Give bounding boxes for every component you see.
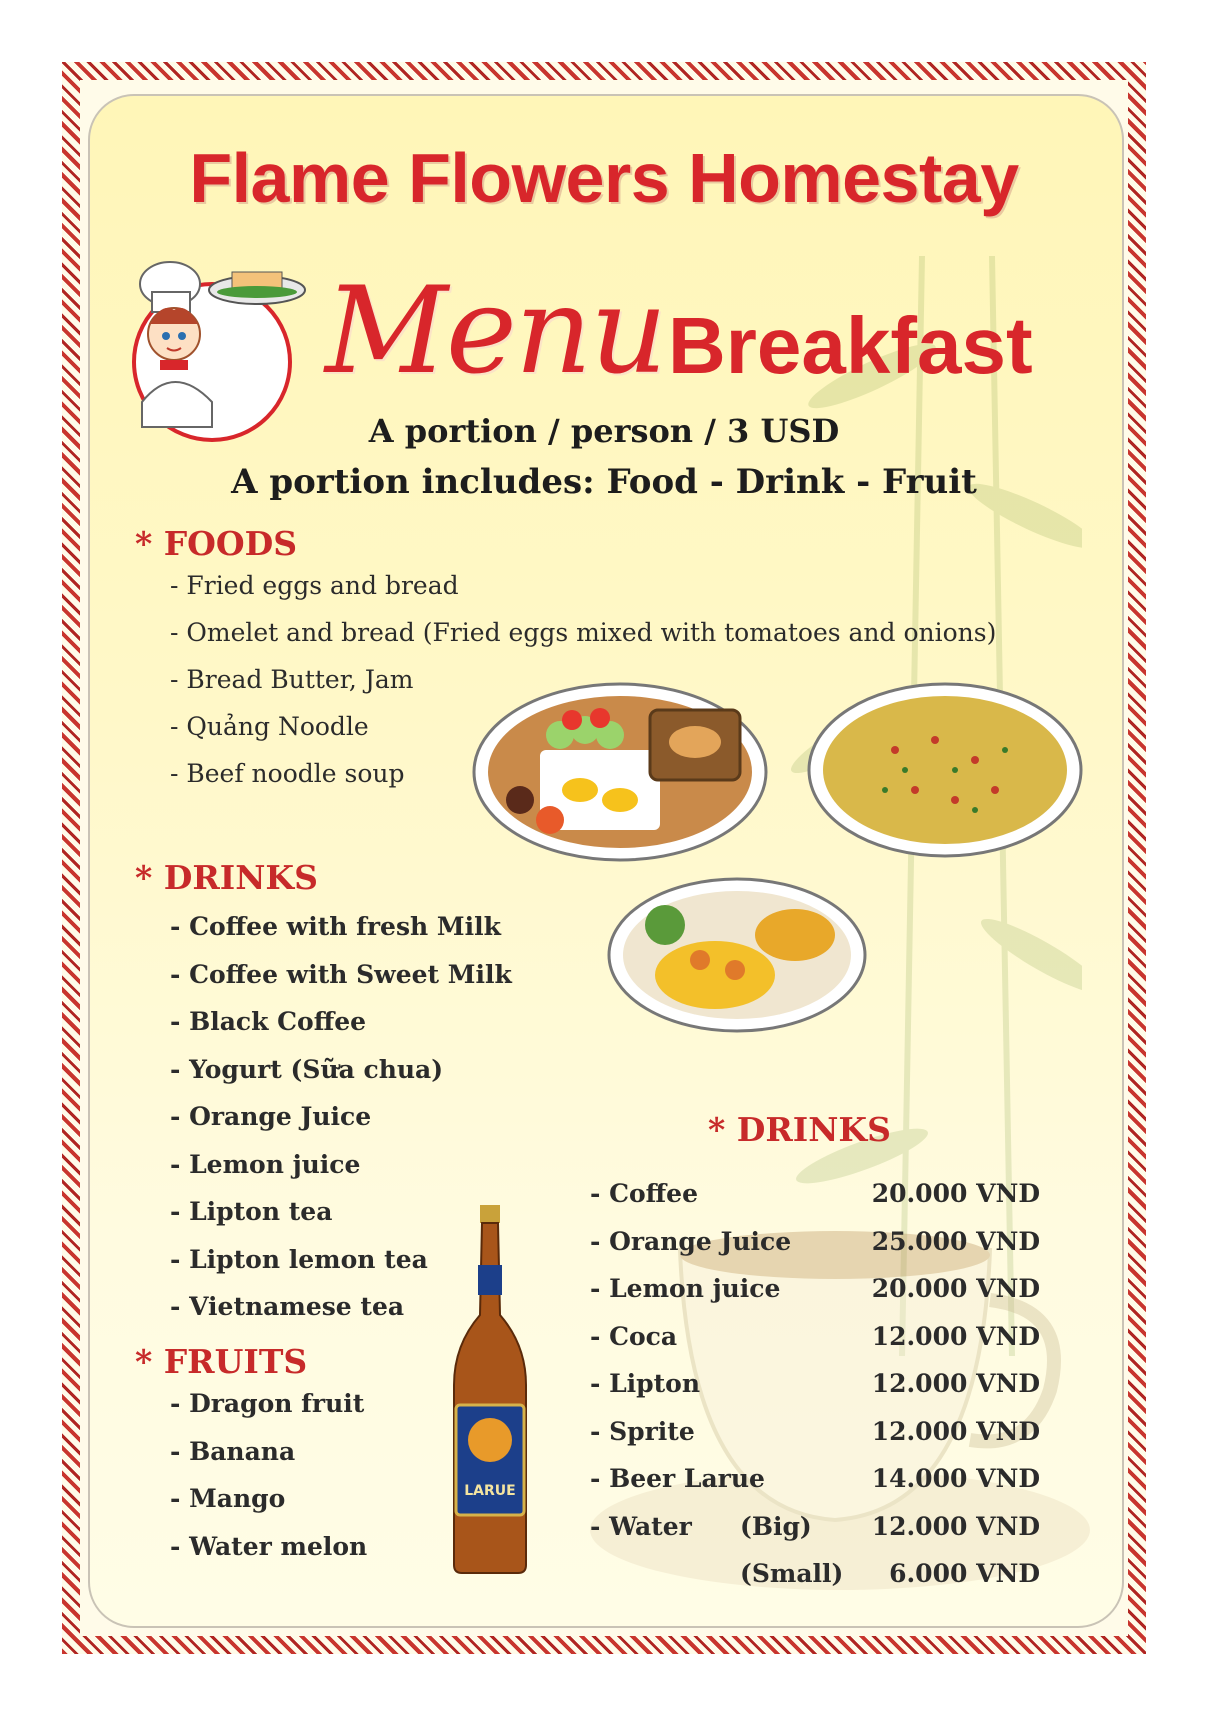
list-item: - Lipton lemon tea xyxy=(170,1244,428,1274)
portion-includes: A portion includes: Food - Drink - Fruit xyxy=(231,462,977,502)
list-item: - Coffee with Sweet Milk xyxy=(170,959,512,989)
menu-word: Menu xyxy=(325,262,666,401)
foods-title: * FOODS xyxy=(135,524,298,563)
list-item: - Quảng Noodle xyxy=(170,712,369,741)
list-item: - Water melon xyxy=(170,1531,368,1561)
price-row: - Coffee 20.000 VND xyxy=(590,1179,1040,1208)
list-item: - Mango xyxy=(170,1484,286,1513)
price-row: - Coca 12.000 VND xyxy=(590,1321,1040,1351)
list-item: - Banana xyxy=(170,1436,296,1466)
list-item: - Vietnamese tea xyxy=(170,1292,405,1321)
list-item: - Omelet and bread (Fried eggs mixed with tomatoes and onions) xyxy=(170,618,997,647)
list-item: - Lipton tea xyxy=(170,1197,333,1226)
beer-bottle-icon xyxy=(450,1205,530,1575)
eggs-bread-photo xyxy=(470,680,770,865)
list-item: - Beef noodle soup xyxy=(170,759,405,788)
portion-price: A portion / person / 3 USD xyxy=(368,412,840,450)
list-item: - Black Coffee xyxy=(170,1007,367,1036)
price-row: - Water (Big) 12.000 VND xyxy=(590,1511,1040,1541)
fruits-title: * FRUITS xyxy=(135,1342,308,1381)
drinks-title: * DRINKS xyxy=(135,858,318,897)
omelet-photo xyxy=(805,680,1085,860)
list-item: - Yogurt (Sữa chua) xyxy=(170,1054,444,1084)
paid-drinks-title: * DRINKS xyxy=(708,1110,891,1149)
price-row: - Lipton 12.000 VND xyxy=(590,1369,1040,1398)
list-item: - Lemon juice xyxy=(170,1149,361,1179)
drinks-price-table xyxy=(590,1170,1040,1598)
price-row: - Sprite 12.000 VND xyxy=(590,1416,1040,1446)
list-item: - Orange Juice xyxy=(170,1102,372,1131)
list-item: - Dragon fruit xyxy=(170,1389,365,1418)
noodle-photo xyxy=(605,875,870,1035)
price-row: - Orange Juice 25.000 VND xyxy=(590,1226,1040,1256)
beer-label: LARUE xyxy=(464,1483,516,1499)
list-item: - Bread Butter, Jam xyxy=(170,665,414,694)
list-item: - Fried eggs and bread xyxy=(170,571,459,600)
breakfast-word: Breakfast xyxy=(668,301,1033,390)
price-row: - Beer Larue 14.000 VND xyxy=(590,1464,1040,1493)
price-row: - Lemon juice 20.000 VND xyxy=(590,1274,1040,1303)
price-row: (Small) 6.000 VND xyxy=(740,1559,1040,1588)
homestay-title: Flame Flowers Homestay xyxy=(189,139,1019,217)
list-item: - Coffee with fresh Milk xyxy=(170,912,501,941)
fruits-list xyxy=(170,1380,367,1570)
